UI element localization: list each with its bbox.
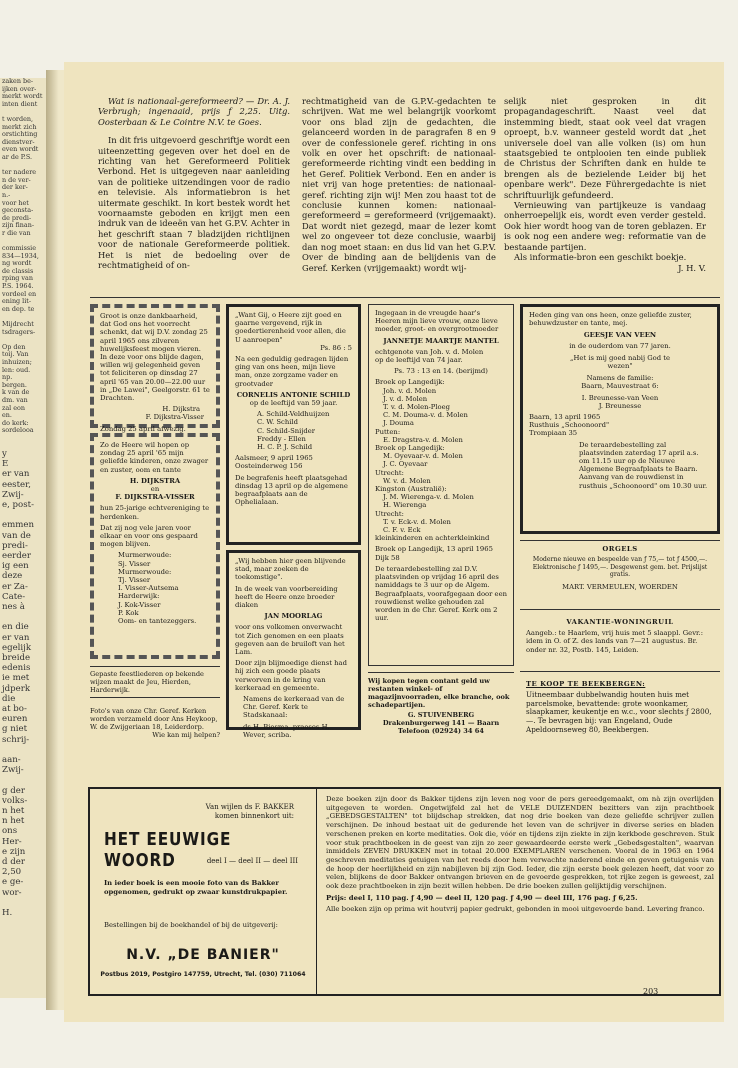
left-page-line: Her- [2,836,22,847]
ad-title: VAKANTIE-WONINGRUIL [566,618,674,626]
ad-prices: Prijs: deel I, 110 pag. ƒ 4,90 — deel II, 120 pag. ƒ 4,90 — deel III, 176 pag. ƒ 6,25. [326,893,638,902]
ad-name: J. Breunesse [598,401,642,410]
ad-text: Ingegaan in de vreugde haar's Heeren mijn lieve vrouw, onze lieve moeder, groot- en overgrootmoeder [375,309,499,334]
left-page-line: Cate- [2,591,26,602]
ad-text: Zo de Heere wil hopen op zondag 25 april '65 mijn geliefde kinderen, onze zwager en zuster, oom en tante [100,441,209,474]
left-page-line: edenis [2,663,31,674]
left-page-line: en dep. te [2,304,35,313]
left-page-line: bergen. [2,380,27,389]
left-page-line: wor- [2,887,22,898]
family-member: Sj. Visser [118,559,151,568]
ad-van-veen [520,304,720,534]
family-member: Joh. v. d. Molen [383,386,437,395]
left-page-line: e, post- [2,499,34,510]
left-page-line: dm. van [2,395,28,404]
left-page-line: nes à [2,601,25,612]
ad-text: hun 25-jarige echtvereniging te herdenken. [100,504,210,521]
ad-text: Namens de familie: [586,374,654,383]
ad-address: Trompiaan 35 [529,429,578,438]
family-member: J. M. Wierenga-v. d. Molen [383,493,474,502]
left-page-line: t worden, [2,114,33,123]
ad-author [110,803,294,821]
ad-text: Groot is onze dankbaarheid, dat God ons het voorrecht schenkt, dat wij D.V. zondag 25 april 1965 ons zilveren huwelijksfeest mogen vieren. In deze voor ons blijde dagen, willen wij gelegenheid geven tot feliciteren op dinsdag 27 april '65 van 20.00—22.00 uur in „De Lawei", Geelgorstr. 61 te Drachten. [100,312,210,403]
article-column-1 [98,96,290,271]
ad-name: JANNETJE MAARTJE MANTEL [383,336,499,345]
left-page-line: vordeel en [2,289,37,298]
left-page-fragment [0,78,46,998]
left-page-line: emmen [2,520,35,531]
ad-text: Namens de kerkeraad van de Chr. Geref. Kerk te Stadskanaal: [243,695,345,720]
article-column-2 [302,96,496,273]
left-page-line: tsdragers- [2,327,36,336]
left-page-line: even wordt [2,145,39,154]
left-page-line: d der [2,857,25,868]
left-page-line: ening lit- [2,297,31,306]
ad-moorlag [226,550,361,739]
left-page-fragments-bottom [0,449,46,918]
ad-photo-note: In ieder boek is een mooie foto van ds Bakker opgenomen, gedrukt op zwaar kunstdrukpapier. [104,879,288,896]
ad-name: GEESJE VAN VEEN [583,331,657,340]
left-page-line: inhuizen; [2,357,32,366]
ad-text: De teraardebestelling zal D.V. plaatsvinden op vrijdag 16 april des namiddags te 3 uur op de Algem. Begraafplaats, voorafgegaan door een rouwdienst welke gehouden zal worden in de Chr. Geref. Kerk om 2 uur. [375,564,507,623]
ad-right-panel [326,795,714,914]
ad-text: komen binnenkort uit: [214,812,294,820]
left-page-line: en. [2,411,12,420]
ad-text: Wie kan mij helpen? [152,731,220,739]
family-member: J. Kok-Visser [118,600,161,609]
ad-het-eeuwige-woord [88,787,721,996]
left-page-line: volks- [2,795,28,806]
ad-address: Drakenburgerweg 141 — Baarn [382,719,500,727]
ad-quote: „Wij hebben hier geen blijvende stad, maar zoeken de toekomstige". [235,557,346,582]
family-member: H. C. P. J. Schild [257,443,313,452]
family-member: C. Schild-Snijder [257,426,316,435]
ad-name: I. Breunesse-van Veen [581,393,659,402]
left-page-line: n de ver- [2,175,31,184]
ad-text: Wij kopen tegen contant geld uw restanten winkel- of magazijnvoorraden, elke branche, ook schadepartijen. [368,677,510,709]
family-member: C. F. v. Eck [383,526,421,535]
ad-schild [226,304,361,545]
ad-name: H. Dijkstra [162,405,200,414]
ad-address: Dijk 58 [375,553,400,562]
left-page-line: np. [2,373,13,382]
left-page-line: dienstver- [2,137,35,146]
ad-text: op de leeftijd van 74 jaar. [375,356,463,365]
left-page-line: e ge- [2,877,24,888]
ad-text: op de leeftijd van 59 jaar. [249,399,338,408]
left-page-line: merkt wordt [2,92,43,101]
left-page-line: n het [2,816,25,827]
family-member: I. Visser-Autsema [118,584,179,593]
left-page-line: n het [2,806,25,817]
left-page-line: der ker- [2,183,28,192]
ad-name: MART. VERMEULEN, WOERDEN [562,582,678,591]
ad-ref: Ps. 86 : 5 [320,343,352,352]
family-member: Murmerwoude: [118,567,172,576]
left-page-line: g der [2,785,25,796]
ad-text: Van wijlen ds F. BAKKER [205,803,294,811]
left-page-line: ng wordt [2,259,32,268]
left-page-line: ijken over- [2,84,37,93]
family-member: Putten: [375,427,401,436]
left-page-line: ter nadere [2,168,37,177]
ad-place: Aalsmeer, 9 april 1965 [235,454,313,463]
ad-text: Uitneembaar dubbelwandig houten huis met parcelsmoke, bevattende: grote woonkamer, slaapkamer, keukentje en w.c., voor slechts ƒ 2800,—. Te bevragen bij: van Engeland, Oude Apeldoornseweg 80, Beekbergen. [526,690,712,734]
family-member: E. Dragstra-v. d. Molen [383,435,463,444]
ad-family-list [375,378,507,542]
ad-place: Broek op Langedijk, 13 april 1965 [375,545,493,554]
ad-text: Alle boeken zijn op prima wit houtvrij papier gedrukt, gebonden in mooi uitgevoerde band. Levering franco. [326,905,705,914]
ad-text: ds H. Biesma, praeses H. Wever, scriba. [243,722,330,739]
left-page-line: len: oud. [2,365,31,374]
left-page-line: egelijk [2,642,32,653]
family-member: C. M. Douma-v. d. Molen [383,411,468,420]
ad-name: CORNELIS ANTONIE SCHILD [236,390,351,399]
ad-text: in de ouderdom van 77 jaren. [569,341,671,350]
left-page-line: er van [2,469,30,480]
left-page-line [0,898,46,908]
ad-text: Rusthuis „Schoonoord" [529,421,610,430]
page-number: 203 [643,987,659,996]
left-page-line: e zijn [2,846,26,857]
left-page-line: merkt zich [2,122,37,131]
left-page-line: E [2,459,9,470]
family-member: Tj. Visser [118,576,151,585]
ad-address: Oosteinderweg 156 [235,462,303,471]
article-column-3 [504,96,706,273]
family-member: Broek op Langedijk: [375,378,445,387]
left-page-line: do kerk: [2,418,29,427]
ad-photos [90,704,220,742]
ad-publisher-address: Postbus 2019, Postgiro 147759, Utrecht, Tel. (030) 711064 [100,971,306,978]
ad-jeu: Gepaste feestliederen op bekende wijzen maakt de Jeu, Hierden, Harderwijk. [90,666,220,698]
left-page-line: sordelooa [2,426,34,435]
left-page-line: de classis [2,266,34,275]
article-paragraph: Als informatie-bron een geschikt boekje. [514,252,687,263]
ad-title: ORGELS [602,545,638,553]
family-member: T. v. d. Molen-Ploeg [383,403,451,412]
ad-quote: „Het is mij goed nabij God te wezen" [569,353,671,371]
article-paragraph: Vernieuwing van partijkeuze is vandaag onherroepelijk eis, wordt even verder gesteld. Ook hier wordt hoog van de toren geblazen. Er is ook nog een andere weg: reformatie van de bestaande partijen. [504,200,706,252]
family-member: Harderwijk: [118,592,160,601]
left-page-line [0,775,46,785]
family-member: Oom- en tantezeggers. [118,617,197,626]
family-member: Kingston (Australië): [375,485,447,494]
left-page-line: commissie [2,244,36,253]
left-page-line: ons [2,826,18,837]
family-member: J. Douma [383,419,414,428]
ad-headline: HET EEUWIGE WOORD [104,829,232,871]
ad-text: Aanvang van de rouwdienst in rusthuis „Schoonoord" om 10.30 uur. [579,473,708,490]
left-page-line: eerder [2,550,31,561]
book-citation: Wat is nationaal-gereformeerd? — Dr. A. J. Verbrugh; ingenaaid, prijs ƒ 2,25. Uitg. Oosterbaan & Le Cointre N.V. te Goes. [98,96,290,127]
family-member: J. C. Oyevaar [383,460,428,469]
article-paragraph: In dit fris uitgevoerd geschriftje wordt een uiteenzetting gegeven over het doel en de richting van het Gereformeerd Politiek Verbond. Het is uitgegeven naar aanleiding van de politieke uitzendingen voor de radio en televisie. Als informatiebron is het uitermate geschikt. In kort bestek wordt het voornaamste geboden en krijgt men een indruk van de ideeën van het G.P.V. Achter in het geschrift staan 7 bladzijden richtlijnen voor de nationale Gereformeerde politiek. Het is niet de bedoeling over de rechtmatigheid of on- [98,135,290,271]
left-page-line: er Za- [2,581,28,592]
left-page-line [0,612,46,622]
left-page-line: rping van [2,274,33,283]
ad-vakantie [520,614,720,672]
family-member: C. W. Schild [257,418,298,427]
left-page-line: zijn finan- [2,221,35,230]
ad-phone: Telefoon (02924) 34 64 [398,727,484,735]
family-member: Utrecht: [375,509,404,518]
left-page-line: 834—1934, [2,251,39,260]
left-page-line: deze [2,571,23,582]
ad-text: en [150,485,160,494]
ad-dijkstra-thanks [90,304,220,433]
left-page-line: Op den [2,342,26,351]
ad-name: H. DIJKSTRA [129,476,181,485]
ad-text: De teraardebestelling zal plaatsvinden zaterdag 17 april a.s. om 11.15 uur op de Nieuwe Algemene Begraafplaats te Baarn. [579,440,699,474]
ad-text: Deze boeken zijn door ds Bakker tijdens zijn leven nog voor de pers gereedgemaakt, om nà zijn overlijden uitgegeven te worden. Ongetwijfeld zal het de VELE DUIZENDEN bezitters van zijn prachtboek „GEBEDSGESTALTEN" tot blijdschap strekken, dat nog drie boeken van deze geliefde schrijver zullen verschijnen. De inhoud bestaat uit de gedurende het leven van de schrijver in diverse series en bladen verschenen preken en korte meditaties. Ook die, vóór en tijdens zijn ziekte in zijn kerkbode geschreven. Stuk voor stuk prachtboeken in de geest van zijn zo zeer gewaardeerde eerste werk „Gebedsgestalten", waarvan inmiddels ZEVEN DRUKKEN met in totaal 20.000 EXEMPLAREN verschenen. Vooral de in 1963 en 1964 geschreven meditaties getuigen van het reeds door hem verwachte naderend einde en geven getuigenis van de hoop der heerlijkheid en zijn nabijleven bij zijn God. Ieder, die zijn eerste boek gelezen heeft, dat voor zo velen, blijkens de door Bakker ontvangen brieven en de gevoerde gesprekken, tot rijke zegen is geweest, zal ook deze prachtboeken in zijn bezit willen hebben. De drie boeken zullen gelijktijdig verschijnen. [326,795,714,891]
left-page-line: breide [2,652,31,663]
family-member: J. v. d. Molen [383,394,428,403]
left-page-line: aan- [2,755,21,765]
family-member: kleinkinderen en achterkleinkind [375,534,490,543]
left-page-line: die [2,693,16,704]
left-page-line: eester, [2,479,32,490]
left-page-line: orstichting [2,130,38,139]
ad-publisher: N.V. „DE BANIER" [126,947,280,963]
left-page-line: ig een [2,561,29,572]
ad-name: G. STUIVENBERG [407,711,475,719]
ad-text: Dat zij nog vele jaren voor elkaar en voor ons gespaard mogen blijven. [100,523,198,549]
left-page-line: jdperk [2,683,31,694]
ad-text: Foto's van onze Chr. Geref. Kerken worden verzameld door Ans Heykoop, W. de Zwijgeriaan 18, Leiderdorp. [90,707,218,731]
left-page-fragments-top [0,78,46,435]
article-paragraph: selijk niet gesproken in dit propagandageschrift. Naast veel dat instemming biedt, staat ook veel dat vragen oproept, b.v. wanneer gesteld wordt dat „het universele doel van alle volken (is) om hun staatsgebied te ontplooien ten einde publiek de Christus der Schriften dank en hulde te brengen als de bezielende Leider bij het openbare werk". Deze Führergedachte is niet schriftuurlijk gefundeerd. [504,96,706,200]
left-page-line: 2,50 [2,867,22,878]
ad-family-list [235,410,352,451]
ad-order-note: Bestellingen bij de boekhandel of bij de uitgeverij: [104,921,278,929]
ad-family-list [100,551,210,625]
ad-mantel [368,304,514,666]
ad-text: In de week van voorbereiding heeft de Heere onze broeder diaken [235,584,338,610]
left-page-line: schrij- [2,734,30,745]
left-page-line: predi- [2,540,28,551]
left-page-line: geconsta- [2,206,34,215]
family-member: P. Kok [118,608,139,617]
left-page-line [0,745,46,755]
ad-text: Na een geduldig gedragen lijden ging van ons heen, mijn lieve man, onze zorgzame vader en grootvader [235,355,349,388]
book-gutter [46,70,64,1010]
ad-orgels [520,540,720,610]
left-page-line: y [2,448,7,459]
ad-ref: Ps. 73 : 13 en 14. (berijmd) [394,367,488,376]
left-page-line: k van de [2,388,30,397]
left-page-line: zaken be- [2,78,34,85]
ad-volumes: deel I — deel II — deel III [206,857,298,865]
left-page-line: r die van [2,228,31,237]
article-paragraph: rechtmatigheid van de G.P.V.-gedachten te schrijven. Wat me wel belangrijk voorkomt voor ons blad zijn de gedachten, die gelanceerd worden in de paragrafen 8 en 9 over de confessionele geref. richting in ons volk en over het opschrift: de nationaal-gereformeerde richting vindt een bedding in het Geref. Politiek Verbond. Een en ander is niet vrij van hoge pretenties: de nationaal-geref. richting zijn wij! Men zou haast tot de conclusie kunnen komen: nationaal-gereformeerd = gereformeerd (vrijgemaakt). Dat wordt niet gezegd, maar de lezer komt wel zo ongeveer tot deze conclusie, waarbij dan nog moet staan: en dus lid van het G.P.V. Over de binding aan de belijdenis van de Geref. Kerken (vrijgemaakt) wordt wij- [302,96,496,273]
ad-quote: „Want Gij, o Heere zijt goed en gaarne vergevend, rijk in goedertierenheid voor allen, die U aanroepen" [235,311,346,344]
left-page-line: g niet [2,724,28,735]
ad-left-panel [90,789,317,994]
ad-name: JAN MOORLAG [264,612,323,621]
left-page-line: Mijdrecht [2,320,34,328]
section-rule [90,297,720,298]
ad-text: Moderne nieuwe en bespeelde van ƒ 75,— tot ƒ 4500,—. Elektronische ƒ 1495,—. Desgewenst gem. bet. Prijslijst gratis. [532,556,708,579]
family-member: Broek op Langedijk: [375,444,445,453]
left-page-line: Zwij- [2,489,24,500]
left-page-line: ie met [2,673,30,684]
ad-text: echtgenote van Joh. v. d. Molen [375,347,484,356]
left-page-line: Zwij- [2,765,24,776]
ad-text: voor ons volkomen onverwacht tot Zich genomen en een plaats gegeven aan de bruiloft van het Lam. [235,623,345,657]
left-page-line: euren [2,714,28,725]
family-member: W. v. d. Molen [383,476,431,485]
ad-address: Baarn, Mauvestraat 6: [581,382,659,391]
left-page-line: toij. Van [2,350,29,359]
ad-text: Aangeb.: te Haarlem, vrij huis met 5 slaappl. Gevr.: idem in O. of Z. des lands van 7—21 augustus. Br. onder nr. 32, Postb. 145, Leiden. [526,629,703,654]
family-member: H. Wierenga [383,501,427,510]
family-member: Freddy - Ellen [257,434,306,443]
left-page-line: P.S. 1964. [2,282,34,291]
left-page-line: er van [2,632,30,643]
ad-text: Heden ging van ons heen, onze geliefde zuster, behuwdzuster en tante, mej. [529,311,692,328]
left-page-line: inten dient [2,99,38,108]
ad-text: De begrafenis heeft plaatsgehad dinsdag 13 april op de algemene begraafplaats aan de Ophelialaan. [235,473,348,507]
left-page-line: at bo- [2,703,27,714]
ad-footer: Zondag 25 april afwezig. [100,424,186,433]
ad-name: F. DIJKSTRA-VISSER [115,493,195,502]
ad-beekbergen [520,676,720,766]
left-page-line: de predi- [2,213,32,222]
ad-title: TE KOOP TE BEEKBERGEN: [526,680,646,688]
ad-text: Door zijn blijmoedige dienst had hij zich een goede plaats verworven in de kring van kerkeraad en gemeente. [235,659,347,692]
family-member: Utrecht: [375,468,404,477]
left-page-line: van de [2,530,31,541]
left-page-line: zal eon [2,403,25,412]
family-member: M. Oyevaar-v. d. Molen [383,452,463,461]
ad-name: F. Dijkstra-Visser [145,413,204,422]
ad-dijkstra-anniversary [90,433,220,659]
family-member: A. Schild-Veldhuijzen [257,410,330,419]
family-member: Murmerwoude: [118,551,172,560]
left-page-line: en die [2,622,29,633]
left-page-line: voor het [2,198,29,207]
ad-place: Baarn, 13 april 1965 [529,413,601,422]
left-page-line: H. [2,908,13,919]
left-page-line: n.- [2,190,11,199]
article-signature: J. H. V. [678,262,706,273]
ad-stuivenberg [368,672,514,735]
left-page-line: ar de P.S. [2,152,33,161]
left-page-line [0,510,46,520]
family-member: T. v. Eck-v. d. Molen [383,517,451,526]
